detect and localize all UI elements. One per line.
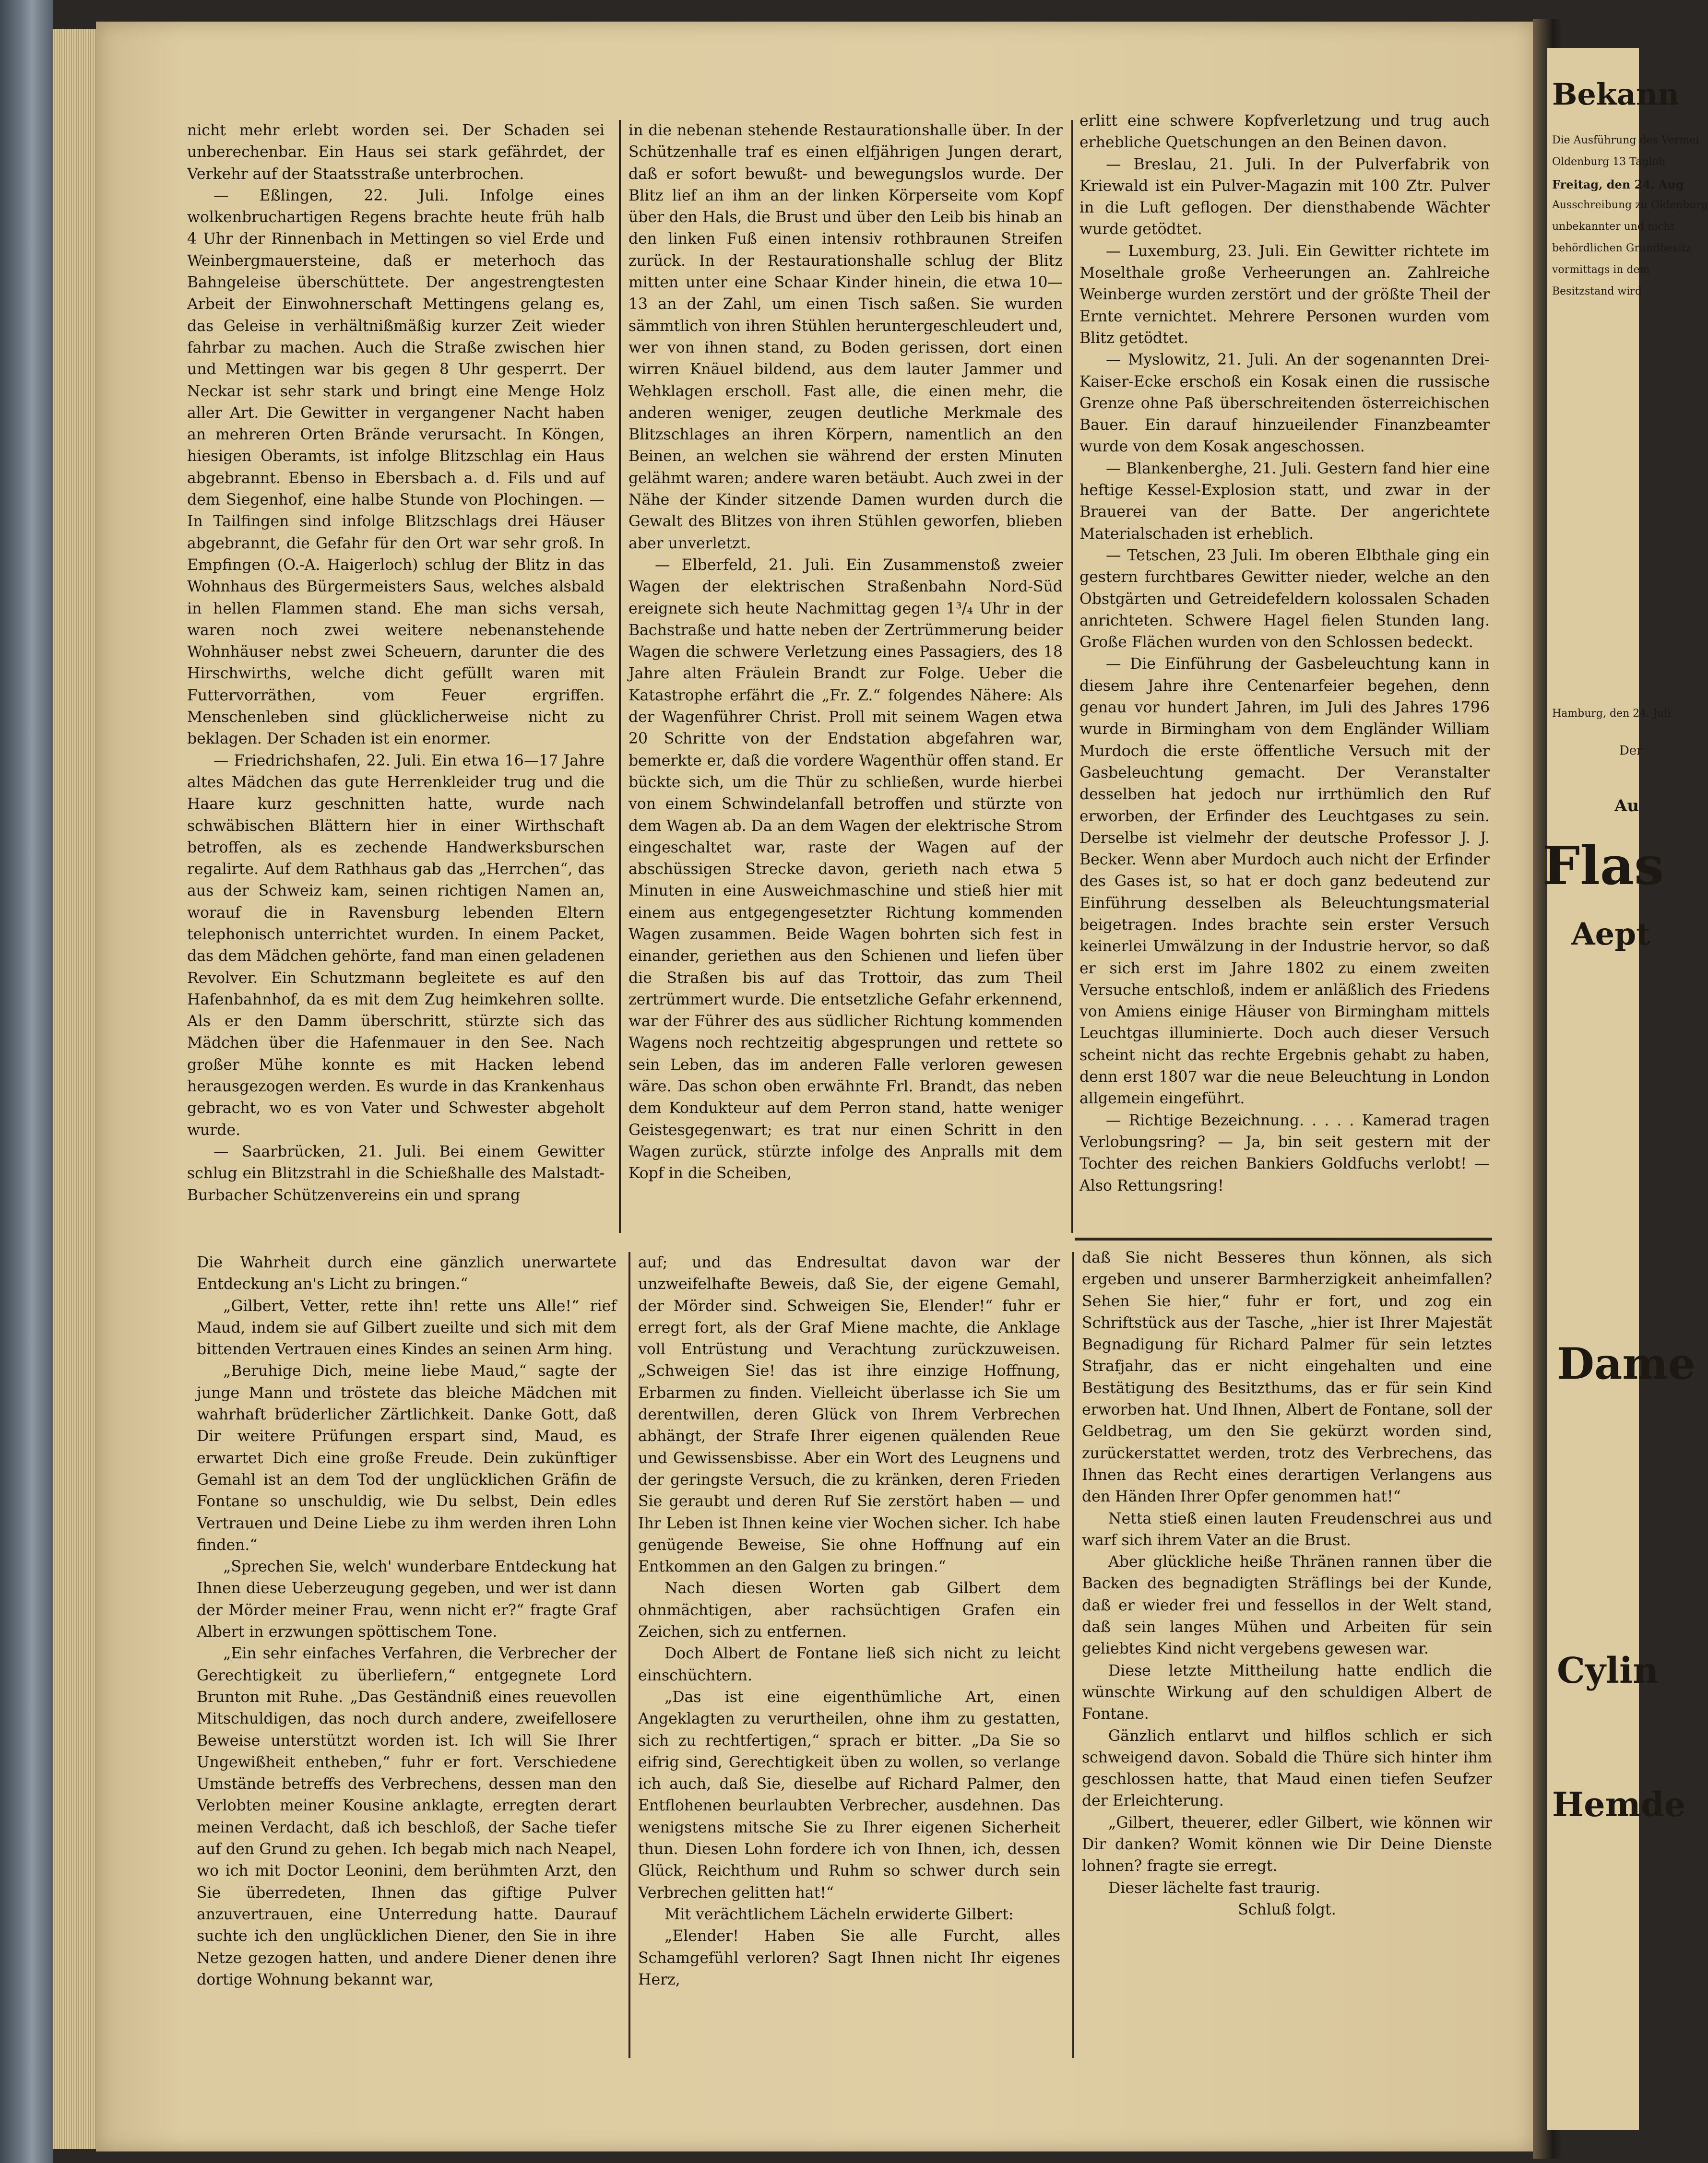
column-rule — [629, 1252, 630, 2058]
paragraph: — Tetschen, 23 Juli. Im oberen Elbthale ging ein gestern furchtbares Gewitter nieder, welche an den Obstgärten und Getreidefeldern kolossalen Schaden anrichteten. Schwere Hagel fielen Stunden lang. Große Flächen wurden von den Schlossen bedeckt. — [1079, 546, 1490, 651]
adjacent-line: Der — [1619, 744, 1643, 758]
adjacent-line: Ausschreibung zu Oldenburg — [1552, 199, 1708, 211]
ad-aepfel: Aept — [1571, 916, 1650, 952]
paragraph: Nach diesen Worten gab Gilbert dem ohnmächtigen, aber rachsüchtigen Grafen ein Zeichen, sich zu entfernen. — [638, 1580, 1060, 1641]
paragraph: Dieser lächelte fast traurig. — [1108, 1879, 1321, 1897]
paragraph: Doch Albert de Fontane ließ sich nicht zu leicht einschüchtern. — [638, 1645, 1060, 1684]
upper-column-3 — [1079, 110, 1490, 1233]
ad-cylinder: Cylin — [1557, 1650, 1659, 1691]
paragraph: „Elender! Haben Sie alle Furcht, alles Schamgefühl verloren? Sagt Ihnen nicht Ihr eigenes Herz, — [638, 1927, 1060, 1988]
paragraph: Aber glückliche heiße Thränen rannen über die Backen des begnadigten Sträflings bei der Kunde, daß er wieder frei und fessellos in der Welt stand, daß sein langes Mühen und Arbeiten für sein geliebtes Kind nicht vergebens gewesen war. — [1082, 1553, 1492, 1658]
paragraph: Gänzlich entlarvt und hilflos schlich er sich schweigend davon. Sobald die Thüre sich hinter ihm geschlossen hatte, that Maud einen tiefen Seufzer der Erleichterung. — [1082, 1727, 1492, 1810]
adjacent-line: Oldenburg 13 Tagloh — [1552, 156, 1665, 168]
lower-column-1 — [197, 1252, 617, 2068]
to-be-continued: Schluß folgt. — [1238, 1901, 1336, 1918]
adjacent-line: vormittags in dem — [1552, 264, 1650, 276]
paragraph: erlitt eine schwere Kopfverletzung und trug auch erhebliche Quetschungen an den Beinen davon. — [1079, 112, 1490, 152]
upper-column-2 — [629, 120, 1063, 1242]
paragraph: „Ein sehr einfaches Verfahren, die Verbrecher der Gerechtigkeit zu überliefern,“ entgegnete Lord Brunton mit Ruhe. „Das Geständniß eines reuevollen Mitschuldigen, das noch durch andere, zweifellosere Beweise unterstützt worden ist. Ich will Sie Ihrer Ungewißheit entheben,“ fuhr er fort. Verschiedene Umstände betreffs des Verbrechens, dessen man den Verlobten meiner Kousine anklagte, erregten derart meinen Verdacht, daß ich beschloß, der Sache tiefer auf den Grund zu gehen. Ich begab mich nach Neapel, wo ich mit Doctor Leonini, dem berühmten Arzt, den Sie überredeten, Ihnen das giftige Pulver anzuvertrauen, eine Unterredung hatte. Daurauf suchte ich den unglücklichen Diener, den Sie in ihre Netze gezogen hatten, und andere Diener denen ihre dortige Wohnung bekannt war, — [197, 1645, 617, 1988]
book-binding — [0, 0, 53, 2163]
ad-hemden: Hemde — [1552, 1785, 1686, 1824]
adjacent-line: Freitag, den 24. Aug — [1552, 177, 1684, 191]
paragraph: „Beruhige Dich, meine liebe Maud,“ sagte der junge Mann und tröstete das bleiche Mädchen mit wahrhaft brüderlicher Zärtlichkeit. Danke Gott, daß Dir weitere Prüfungen erspart sind, Maud, es erwartet Dich eine große Freude. Dein zukünftiger Gemahl ist an dem Tod der unglücklichen Gräfin de Fontane so unschuldig, wie Du selbst, Dein edles Vertrauen und Deine Liebe zu ihm werden ihren Lohn finden.“ — [197, 1362, 617, 1554]
ad-flasche: Flas — [1542, 835, 1664, 897]
adjacent-line: unbekannter und nicht — [1552, 221, 1675, 233]
paragraph: — Die Einführung der Gasbeleuchtung kann in diesem Jahre ihre Centenarfeier begehen, denn genau vor hundert Jahren, im Juli des Jahres 1796 wurde in Birmingham von dem Engländer William Murdoch die erste öffentliche Versuch mit der Gasbeleuchtung gemacht. Der Veranstalter desselben hat jedoch nur irrthümlich den Ruf erworben, der Erfinder des Leuchtgases zu sein. Derselbe ist vielmehr der deutsche Professor J. J. Becker. Wenn aber Murdoch auch nicht der Erfinder des Gases ist, so hat er doch ganz bedeutend zur Einführung desselben als Beleuchtungsmaterial beigetragen. Indes brachte sein erster Versuch keinerlei Umwälzung in der Industrie hervor, so daß er sich erst im Jahre 1802 zu einem zweiten Versuche entschloß, indem er anläßlich des Friedens von Amiens einige Häuser von Birmingham mittels Leuchtgas illuminierte. Doch auch dieser Versuch scheint nicht das rechte Ergebnis gehabt zu haben, denn erst 1807 war die neue Beleuchtung in London allgemein eingeführt. — [1079, 655, 1490, 1108]
paragraph: „Sprechen Sie, welch' wunderbare Entdeckung hat Ihnen diese Ueberzeugung gegeben, und wer ist dann der Mörder meiner Frau, wenn nicht er?“ fragte Graf Albert in erzwungen spöttischem Tone. — [197, 1558, 617, 1641]
paragraph: Diese letzte Mittheilung hatte endlich die wünschte Wirkung auf den schuldigen Albert de Fontane. — [1082, 1662, 1492, 1723]
paragraph: — Richtige Bezeichnung. . . . . Kamerad tragen Verlobungsring? — Ja, bin seit gestern mit der Tochter des reichen Bankiers Goldfuchs verlobt! — Also Rettungsring! — [1079, 1111, 1490, 1194]
paragraph: — Blankenberghe, 21. Juli. Gestern fand hier eine heftige Kessel-Explosion statt, und zwar in der Brauerei van der Batte. Der angerichtete Materialschaden ist erheblich. — [1079, 460, 1490, 543]
paragraph: — Eßlingen, 22. Juli. Infolge eines wolkenbruchartigen Regens brachte heute früh halb 4 Uhr der Rinnenbach in Mettingen so viel Erde und Weinbergmauersteine, daß er meterhoch das Bahngeleise überschüttete. Der angestrengtesten Arbeit der Einwohnerschaft Mettingens gelang es, das Geleise in verhältnißmäßig kurzer Zeit wieder fahrbar zu machen. Auch die Straße zwischen hier und Mettingen war bis gegen 8 Uhr gesperrt. Der Neckar ist sehr stark und bringt eine Menge Holz aller Art. Die Gewitter in vergangener Nacht haben an mehreren Orten Brände verursacht. In Köngen, hiesigen Oberamts, ist infolge Blitzschlag ein Haus abgebrannt. Ebenso in Ebersbach a. d. Fils und auf dem Siegenhof, eine halbe Stunde von Plochingen. — In Tailfingen sind infolge Blitzschlags drei Häuser abgebrannt, die Gefahr für den Ort war sehr groß. In Empfingen (O.-A. Haigerloch) schlug der Blitz in das Wohnhaus des Bürgermeisters Saus, welches alsbald in hellen Flammen stand. Ehe man sichs versah, waren noch zwei weitere nebenanstehende Wohnhäuser nebst zwei Scheuern, darunter die des Hirschwirths, welche dicht gefüllt waren mit Futtervorräthen, vom Feuer ergriffen. Menschenleben sind glücklicherweise nicht zu beklagen. Der Schaden ist ein enormer. — [187, 187, 605, 748]
column-rule — [1072, 1252, 1074, 2058]
adjacent-line: Au — [1614, 796, 1639, 816]
paragraph: „Gilbert, theuerer, edler Gilbert, wie können wir Dir danken? Womit können wie Dir Deine Dienste lohnen? fragte sie erregt. — [1082, 1814, 1492, 1875]
paragraph: — Elberfeld, 21. Juli. Ein Zusammenstoß zweier Wagen der elektrischen Straßenbahn Nord-Süd ereignete sich heute Nachmittag gegen 1³/₄ Uhr in der Bachstraße und hatte neben der Zertrümmerung beider Wagen die schwere Verletzung eines Passagiers, des 18 Jahre alten Fräulein Brandt zur Folge. Ueber die Katastrophe erfährt die „Fr. Z.“ folgendes Nähere: Als der Wagenführer Christ. Proll mit seinem Wagen etwa 20 Schritte von der Endstation abgefahren war, bemerkte er, daß die vordere Wagenthür offen stand. Er bückte sich, um die Thür zu schließen, wurde hierbei von einem Schwindelanfall betroffen und stürzte von dem Wagen ab. Da an dem Wagen der elektrische Strom eingeschaltet war, raste der Wagen auf der abschüssigen Strecke davon, gerieth nach etwa 5 Minuten in eine Ausweichmaschine und stieß hier mit einem aus entgegengesetzter Richtung kommenden Wagen zusammen. Beide Wagen bohrten sich fest in einander, geriethen aus den Schienen und liefen über die Straßen bis auf das Trottoir, das zum Theil zertrümmert wurde. Die entsetzliche Gefahr erkennend, war der Führer des aus südlicher Richtung kommenden Wagens noch rechtzeitig abgesprungen und rettete so sein Leben, das im anderen Falle verloren gewesen wäre. Das schon oben erwähnte Frl. Brandt, das neben dem Kondukteur auf dem Perron stand, hatte weniger Geistesgegenwart; es trat nur einen Schritt in den Wagen zurück, stürzte infolge des Anpralls mit dem Kopf in die Scheiben, — [629, 556, 1063, 1182]
adjacent-line: Hamburg, den 24. Juli — [1552, 708, 1671, 720]
adjacent-line: Die Ausführung des Vermei — [1552, 134, 1699, 146]
ad-damen: Dame — [1557, 1338, 1696, 1389]
lower-column-3 — [1082, 1247, 1492, 2063]
upper-column-1 — [187, 120, 605, 1242]
paragraph: Die Wahrheit durch eine gänzlich unerwartete Entdeckung an's Licht zu bringen.“ — [197, 1254, 617, 1293]
paragraph: daß Sie nicht Besseres thun können, als sich ergeben und unserer Barmherzigkeit anheimfallen? Sehen Sie hier,“ fuhr er fort, und zog ein Schriftstück aus der Tasche, „hier ist Ihrer Majestät Begnadigung für Richard Palmer für sein letztes Strafjahr, das er nicht eingehalten und eine Bestätigung des Besitzthums, das er für sein Kind erworben hat. Und Ihnen, Albert de Fontane, soll der Geldbetrag, um den Sie gekürzt worden sind, zurückerstattet werden, trotz des Verbrechens, das Ihnen das Recht eines derartigen Verlangens aus den Händen Ihrer Opfer genommen hat!“ — [1082, 1249, 1492, 1506]
paragraph: Netta stieß einen lauten Freudenschrei aus und warf sich ihrem Vater an die Brust. — [1082, 1510, 1492, 1549]
paragraph: „Das ist eine eigenthümliche Art, einen Angeklagten zu verurtheilen, ohne ihm zu gestatten, sich zu rechtfertigen,“ sprach er bitter. „Da Sie so eifrig sind, Gerechtigkeit üben zu wollen, so verlange ich auch, daß Sie, dieselbe auf Richard Palmer, den Entflohenen beurlaubten Verbrecher, ausdehnen. Das wenigstens mitsche Sie zu Ihrer eigenen Sicherheit thun. Diesen Lohn fordere ich von Ihnen, ich, dessen Glück, Reichthum und Ruhm so schwer durch sein Verbrechen gelitten hat!“ — [638, 1688, 1060, 1902]
adjacent-page-fragment — [1542, 48, 1708, 2130]
lower-column-2 — [638, 1252, 1060, 2068]
paragraph: „Gilbert, Vetter, rette ihn! rette uns Alle!“ rief Maud, indem sie auf Gilbert zueilte und sich mit dem bittenden Vertrauen eines Kindes an seinen Arm hing. — [197, 1297, 617, 1359]
paragraph: nicht mehr erlebt worden sei. Der Schaden sei unberechenbar. Ein Haus sei stark gefährdet, der Verkehr auf der Staatsstraße unterbrochen. — [187, 122, 605, 183]
paragraph: Mit verächtlichem Lächeln erwiderte Gilbert: — [664, 1905, 1014, 1923]
adjacent-line: behördlichen Grundbesitz — [1552, 242, 1692, 254]
column-rule — [619, 120, 621, 1233]
column-rule — [1071, 120, 1073, 1233]
paragraph: — Myslowitz, 21. Juli. An der sogenannten Drei-Kaiser-Ecke erschoß ein Kosak einen die russische Grenze ohne Paß überschreitenden österreichischen Bauer. Ein darauf hinzueilender Finanzbeamter wurde von dem Kosak angeschossen. — [1079, 351, 1490, 456]
adjacent-line: Besitzstand wird — [1552, 285, 1642, 297]
paragraph: in die nebenan stehende Restaurationshalle über. In der Schützenhalle traf es einen elfjährigen Jungen derart, daß er sofort bewußt- und bewegungslos wurde. Der Blitz lief an ihm an der linken Körperseite vom Kopf über den Hals, die Brust und über den Leib bis hinab an den linken Fuß einen intensiv rothbraunen Streifen zurück. In der Restaurationshalle schlug der Blitz mitten unter eine Schaar Kinder hinein, die etwa 10—13 an der Zahl, um einen Tisch saßen. Sie wurden sämmtlich von ihren Stühlen heruntergeschleudert und, wer von ihnen stand, zu Boden gerissen, dort einen wirren Knäuel bildend, aus dem lauter Jammer und Wehklagen erscholl. Fast alle, die einen mehr, die anderen weniger, zeugen deutliche Merkmale des Blitzschlages an ihren Körpern, namentlich an den Beinen, an welchen sie während der ersten Minuten gelähmt waren; andere waren betäubt. Auch zwei in der Nähe der Kinder sitzende Damen wurden durch die Gewalt des Blitzes von ihren Stühlen geworfen, blieben aber unverletzt. — [629, 122, 1063, 552]
adjacent-header: Bekann — [1552, 77, 1680, 112]
paragraph: — Saarbrücken, 21. Juli. Bei einem Gewitter schlug ein Blitzstrahl in die Schießhalle des Malstadt-Burbacher Schützenvereins ein und sprang — [187, 1143, 605, 1204]
section-rule — [1075, 1238, 1492, 1241]
paragraph: auf; und das Endresultat davon war der unzweifelhafte Beweis, daß Sie, der eigene Gemahl, der Mörder sind. Schweigen Sie, Elender!“ fuhr er erregt fort, als der Graf Miene machte, die Anklage voll Entrüstung und Verachtung zurückzuweisen. „Schweigen Sie! das ist ihre einzige Hoffnung, Erbarmen zu finden. Vielleicht überlasse ich Sie um derentwillen, deren Glück von Ihrem Verbrechen abhängt, der Strafe Ihrer eigenen quälenden Reue und Gewissensbisse. Aber ein Wort des Leugnens und der geringste Versuch, die zu kränken, deren Frieden Sie geraubt und deren Ruf Sie zerstört haben — und Ihr Leben ist Ihnen keine vier Wochen sicher. Ich habe genügende Beweise, Sie ohne Hoffnung auf ein Entkommen an den Galgen zu bringen.“ — [638, 1254, 1060, 1576]
paragraph: — Breslau, 21. Juli. In der Pulverfabrik von Kriewald ist ein Pulver-Magazin mit 100 Ztr. Pulver in die Luft geflogen. Der diensthabende Wächter wurde getödtet. — [1079, 155, 1490, 238]
paragraph: — Friedrichshafen, 22. Juli. Ein etwa 16—17 Jahre altes Mädchen das gute Herrenkleider trug und die Haare kurz geschnitten hatte, wurde nach schwäbischen Blättern hier in einer Wirthschaft betroffen, als es zechende Handwerksburschen regalirte. Auf dem Rathhaus gab das „Herrchen“, das aus der Schweiz kam, seinen richtigen Namen an, worauf die in Ravensburg lebenden Eltern telephonisch unterrichtet wurden. In einem Packet, das dem Mädchen gehörte, fand man einen geladenen Revolver. Ein Schutzmann begleitete es auf den Hafenbahnhof, da es mit dem Zug heimkehren sollte. Als er den Damm überschritt, stürzte sich das Mädchen über die Hafenmauer in den See. Nach großer Mühe konnte es mit Hacken lebend herausgezogen werden. Es wurde in das Krankenhaus gebracht, wo es von Vater und Schwester abgeholt wurde. — [187, 752, 605, 1139]
paragraph: — Luxemburg, 23. Juli. Ein Gewitter richtete im Moselthale große Verheerungen an. Zahlreiche Weinberge wurden zerstört und der größte Theil der Ernte vernichtet. Mehrere Personen wurden vom Blitz getödtet. — [1079, 242, 1490, 347]
